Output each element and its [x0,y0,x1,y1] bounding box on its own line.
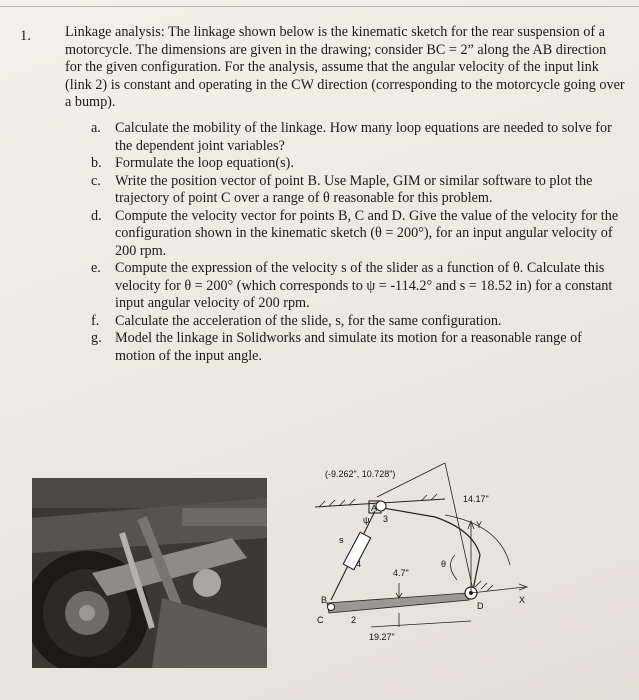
label-b: B [321,595,328,605]
dim-4-7: 4.7" [393,568,409,578]
label-x: X [519,595,526,605]
kinematic-sketch [295,455,545,650]
sub-question-g: g. Model the linkage in Solidworks and simulate its motion for a reasonable range of motion of the input angle. [91,330,582,364]
label-theta: θ [441,559,447,569]
label-y: Y [476,520,483,530]
question-intro: Linkage analysis: The linkage shown below is the kinematic sketch for the rear suspension of a motorcycle. The dimensions are given in the drawing; consider BC = 2” along the AB direction for the given configuration. For the analysis, assume that the angular velocity of the input link (link 2) is constant and operating in the CW direction (corresponding to the motorcycle going over a bump). [65,24,625,110]
label-s: s [339,535,344,545]
label-d: D [477,601,484,611]
question-number: 1. [20,28,31,44]
sub-question-b: b. Formulate the loop equation(s). [91,155,294,171]
sub-question-d: d. Compute the velocity vector for points B, C and D. Give the value of the velocity for the configuration shown in the kinematic sketch (θ = 200°), for an input angular velocity of 200 rpm. [91,207,619,259]
sub-question-f: f. Calculate the acceleration of the slide, s, for the same configuration. [91,312,502,329]
motorcycle-photo [32,478,267,668]
label-a: A [371,503,378,513]
sub-question-c: c. Write the position vector of point B. Use Maple, GIM or similar software to plot the trajectory of point C over a range of θ reasonable for this problem. [91,172,593,206]
dim-14-17: 14.17" [463,494,489,504]
label-psi: ψ [363,515,370,525]
sub-question-a: a. Calculate the mobility of the linkage. How many loop equations are needed to solve for the dependent joint variables? [91,120,612,154]
top-rule [0,6,639,7]
label-link-2: 2 [351,615,357,625]
label-c: C [317,615,324,625]
label-link-3: 3 [383,514,389,524]
dim-19-27: 19.27" [369,632,395,642]
point-a-coordinates: (-9.262", 10.728") [325,469,396,479]
sub-question-e: e. Compute the expression of the velocity s of the slider as a function of θ. Calculate this velocity for θ = 200° (which corresponds to ψ = -114.2° and s = 18.52 in) for a constant input angular velocity of 200 rpm. [91,260,613,311]
sub-question-list [91,120,621,365]
motorcycle-photo-image [32,478,267,668]
label-link-4: 4 [356,559,362,569]
